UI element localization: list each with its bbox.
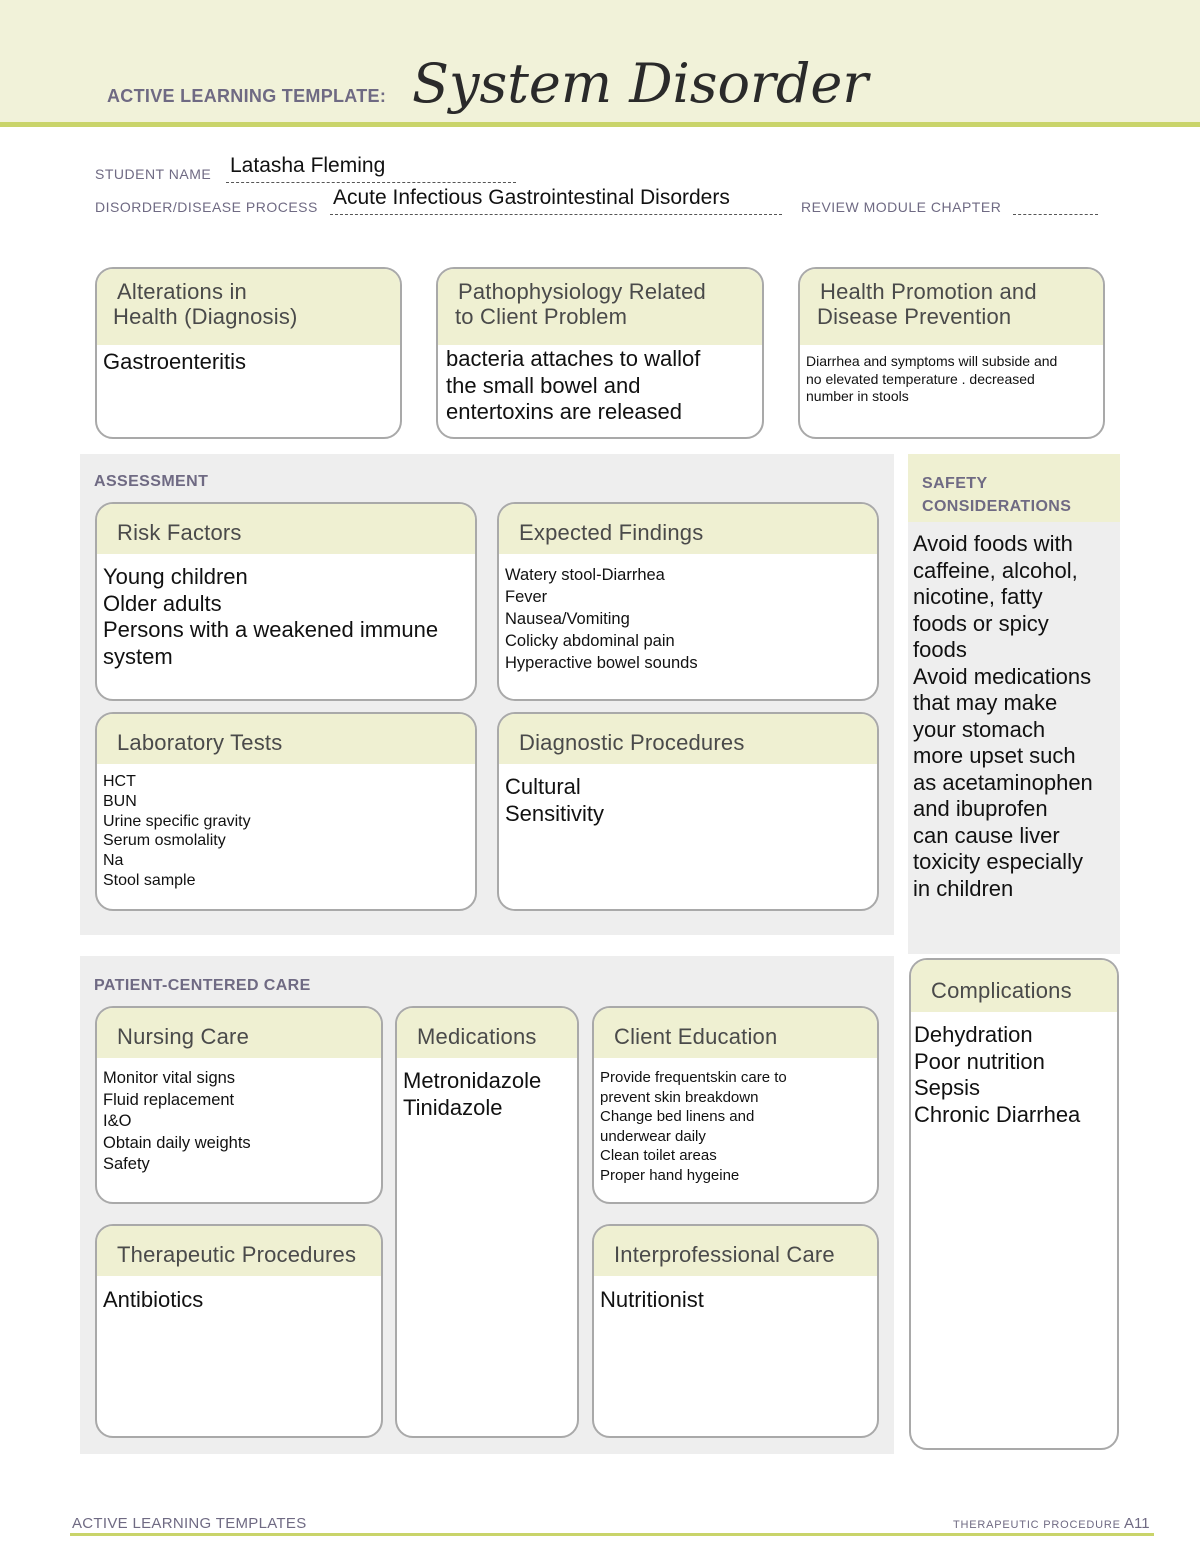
text-line: Na (103, 852, 124, 870)
alterations-title-line2: Health (Diagnosis) (113, 304, 298, 329)
text-line: and ibuprofen (913, 796, 1048, 821)
alterations-box (95, 267, 402, 439)
text-line: as acetaminophen (913, 769, 1093, 795)
text-line: Avoid foods with (913, 531, 1073, 556)
pathophysiology-header (438, 269, 762, 345)
student-name-field[interactable]: Latasha Fleming (230, 154, 386, 177)
nursing-care-box (95, 1006, 383, 1204)
laboratory-tests-box (95, 712, 477, 911)
text-line: Serum osmolality (103, 832, 226, 850)
text-line: Older adults (103, 590, 222, 616)
student-name-label: STUDENT NAME (95, 166, 212, 182)
text-line: Change bed linens and (600, 1108, 755, 1125)
review-module-label: REVIEW MODULE CHAPTER (801, 199, 1002, 215)
text-line: Gastroenteritis (103, 349, 247, 374)
pathophysiology-box (436, 267, 764, 439)
text-line: Young children (103, 564, 248, 589)
therapeutic-procedures-body[interactable] (97, 1283, 381, 1318)
health-promotion-title-line1: Health Promotion and (820, 279, 1037, 304)
text-line: Hyperactive bowel sounds (505, 654, 698, 672)
text-line: Poor nutrition (914, 1048, 1045, 1074)
text-line: Nausea/Vomiting (505, 610, 630, 628)
template-label: ACTIVE LEARNING TEMPLATE: (107, 86, 387, 106)
safety-body[interactable] (913, 531, 1118, 902)
header-rule (0, 122, 1200, 127)
laboratory-tests-header: Laboratory Tests (97, 714, 475, 764)
text-line: Urine specific gravity (103, 812, 251, 830)
risk-factors-header: Risk Factors (97, 504, 475, 554)
text-line: Sensitivity (505, 800, 605, 826)
text-line: bacteria attaches to wallof (446, 346, 701, 371)
text-line: Metronidazole (403, 1068, 542, 1093)
text-line: Sepsis (914, 1075, 981, 1100)
laboratory-tests-body[interactable] (97, 768, 475, 895)
text-line: Colicky abdominal pain (505, 632, 675, 650)
safety-label-line1: SAFETY (922, 475, 988, 492)
text-line: Clean toilet areas (600, 1147, 717, 1164)
therapeutic-procedures-box (95, 1224, 383, 1438)
text-line: Monitor vital signs (103, 1069, 236, 1087)
text-line: Tinidazole (403, 1094, 503, 1120)
text-line: entertoxins are released (446, 399, 683, 424)
patient-centered-care-label: PATIENT-CENTERED CARE (94, 977, 311, 994)
text-line: Safety (103, 1155, 150, 1173)
health-promotion-header (800, 269, 1103, 345)
text-line: no elevated temperature . decreased (806, 370, 1035, 387)
footer-rule (70, 1533, 1154, 1536)
expected-findings-body[interactable] (499, 560, 877, 678)
text-line: foods or spicy (913, 610, 1049, 636)
footer-left: ACTIVE LEARNING TEMPLATES (72, 1515, 307, 1532)
text-line: more upset such (913, 743, 1076, 768)
text-line: Fever (505, 588, 548, 606)
text-line: prevent skin breakdown (600, 1088, 759, 1106)
text-line: Obtain daily weights (103, 1133, 251, 1152)
text-line: nicotine, fatty (913, 584, 1043, 609)
diagnostic-procedures-box (497, 712, 879, 911)
text-line: Provide frequentskin care to (600, 1069, 787, 1086)
text-line: Watery stool-Diarrhea (505, 566, 665, 584)
student-name-underline (226, 182, 516, 183)
client-education-box (592, 1006, 879, 1204)
disorder-label: DISORDER/DISEASE PROCESS (95, 199, 318, 215)
text-line: Stool sample (103, 871, 196, 889)
text-line: number in stools (806, 388, 909, 404)
interprofessional-care-body[interactable] (594, 1283, 877, 1318)
medications-body[interactable] (397, 1064, 577, 1125)
text-line: Cultural (505, 774, 581, 799)
template-title: System Disorder (412, 52, 869, 115)
alterations-header (97, 269, 400, 345)
nursing-care-body[interactable] (97, 1064, 381, 1180)
interprofessional-care-box (592, 1224, 879, 1438)
assessment-label: ASSESSMENT (94, 473, 209, 490)
text-line: HCT (103, 773, 136, 790)
text-line: the small bowel and (446, 372, 641, 398)
client-education-body[interactable] (594, 1064, 877, 1189)
disorder-underline (330, 214, 782, 215)
expected-findings-header: Expected Findings (499, 504, 877, 554)
text-line: system (103, 643, 173, 669)
medications-box (395, 1006, 579, 1438)
diagnostic-procedures-header: Diagnostic Procedures (499, 714, 877, 764)
client-education-header: Client Education (594, 1008, 877, 1058)
text-line: I&O (103, 1112, 132, 1130)
risk-factors-body[interactable] (97, 560, 475, 674)
risk-factors-box (95, 502, 477, 701)
safety-label (922, 472, 1071, 518)
footer-section-label: THERAPEUTIC PROCEDURE (953, 1519, 1121, 1531)
health-promotion-title-line2: Disease Prevention (817, 304, 1012, 329)
safety-label-line2: CONSIDERATIONS (922, 498, 1072, 515)
expected-findings-box (497, 502, 879, 701)
health-promotion-box (798, 267, 1105, 439)
footer-page-number: A11 (1124, 1515, 1150, 1532)
pathophysiology-title-line2: to Client Problem (455, 304, 628, 329)
text-line: Nutritionist (600, 1287, 704, 1312)
text-line: Proper hand hygeine (600, 1166, 740, 1184)
complications-box (909, 958, 1119, 1450)
text-line: that may make (913, 690, 1058, 715)
complications-header: Complications (911, 960, 1117, 1012)
alterations-title-line1: Alterations in (117, 279, 247, 304)
nursing-care-header: Nursing Care (97, 1008, 381, 1058)
text-line: Diarrhea and symptoms will subside and (806, 353, 1058, 369)
text-line: Antibiotics (103, 1287, 204, 1312)
diagnostic-procedures-body[interactable] (499, 770, 877, 831)
pathophysiology-body[interactable] (438, 342, 762, 430)
interprofessional-care-header: Interprofessional Care (594, 1226, 877, 1276)
text-line: caffeine, alcohol, (913, 557, 1078, 583)
text-line: in children (913, 875, 1014, 901)
health-promotion-body[interactable] (800, 349, 1103, 410)
complications-body[interactable] (911, 1018, 1117, 1132)
text-line: your stomach (913, 716, 1046, 742)
text-line: BUN (103, 792, 137, 810)
text-line: can cause liver (913, 822, 1060, 848)
medications-header: Medications (397, 1008, 577, 1058)
text-line: foods (913, 637, 967, 662)
text-line: Fluid replacement (103, 1090, 235, 1109)
text-line: toxicity especially (913, 849, 1083, 874)
text-line: Persons with a weakened immune (103, 617, 439, 642)
review-module-field[interactable] (1013, 214, 1098, 215)
text-line: underwear daily (600, 1127, 706, 1145)
text-line: Chronic Diarrhea (914, 1101, 1081, 1127)
pathophysiology-title-line1: Pathophysiology Related (458, 279, 706, 304)
alterations-body[interactable] (97, 345, 400, 380)
therapeutic-procedures-header: Therapeutic Procedures (97, 1226, 381, 1276)
text-line: Avoid medications (913, 663, 1092, 689)
disorder-field[interactable]: Acute Infectious Gastrointestinal Disorders (333, 186, 730, 209)
text-line: Dehydration (914, 1022, 1033, 1047)
